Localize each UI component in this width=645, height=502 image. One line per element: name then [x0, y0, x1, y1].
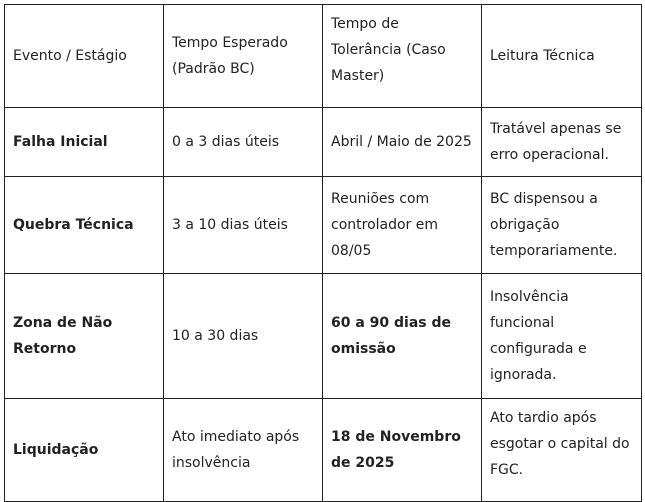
row-cell-event: Quebra Técnica [5, 177, 164, 274]
row-cell-tolerance-time: 60 a 90 dias de omissão [323, 274, 482, 399]
row-cell-technical-reading: Insolvência funcional configurada e ignorada. [482, 274, 642, 399]
row-cell-event: Liquidação [5, 399, 164, 502]
row-cell-technical-reading: BC dispensou a obrigação temporariamente. [482, 177, 642, 274]
table-row [5, 108, 642, 177]
row-cell-expected-time: Ato imediato após insolvência [164, 399, 323, 502]
row-cell-technical-reading: Ato tardio após esgotar o capital do FGC. [482, 399, 642, 502]
row-cell-expected-time: 10 a 30 dias [164, 274, 323, 399]
row-cell-expected-time: 0 a 3 dias úteis [164, 108, 323, 177]
table-header-row [5, 5, 642, 108]
comparison-table [4, 4, 642, 502]
row-cell-tolerance-time: Abril / Maio de 2025 [323, 108, 482, 177]
row-cell-tolerance-time: Reuniões com controlador em 08/05 [323, 177, 482, 274]
header-cell-tolerance-time: Tempo de Tolerância (Caso Master) [323, 5, 482, 108]
row-cell-tolerance-time: 18 de Novembro de 2025 [323, 399, 482, 502]
table-row [5, 177, 642, 274]
row-cell-event: Falha Inicial [5, 108, 164, 177]
row-cell-technical-reading: Tratável apenas se erro operacional. [482, 108, 642, 177]
header-cell-technical-reading: Leitura Técnica [482, 5, 642, 108]
header-cell-expected-time: Tempo Esperado (Padrão BC) [164, 5, 323, 108]
table-row [5, 399, 642, 502]
row-cell-expected-time: 3 a 10 dias úteis [164, 177, 323, 274]
comparison-table-container [4, 4, 642, 502]
header-cell-event: Evento / Estágio [5, 5, 164, 108]
table-row [5, 274, 642, 399]
row-cell-event: Zona de Não Retorno [5, 274, 164, 399]
